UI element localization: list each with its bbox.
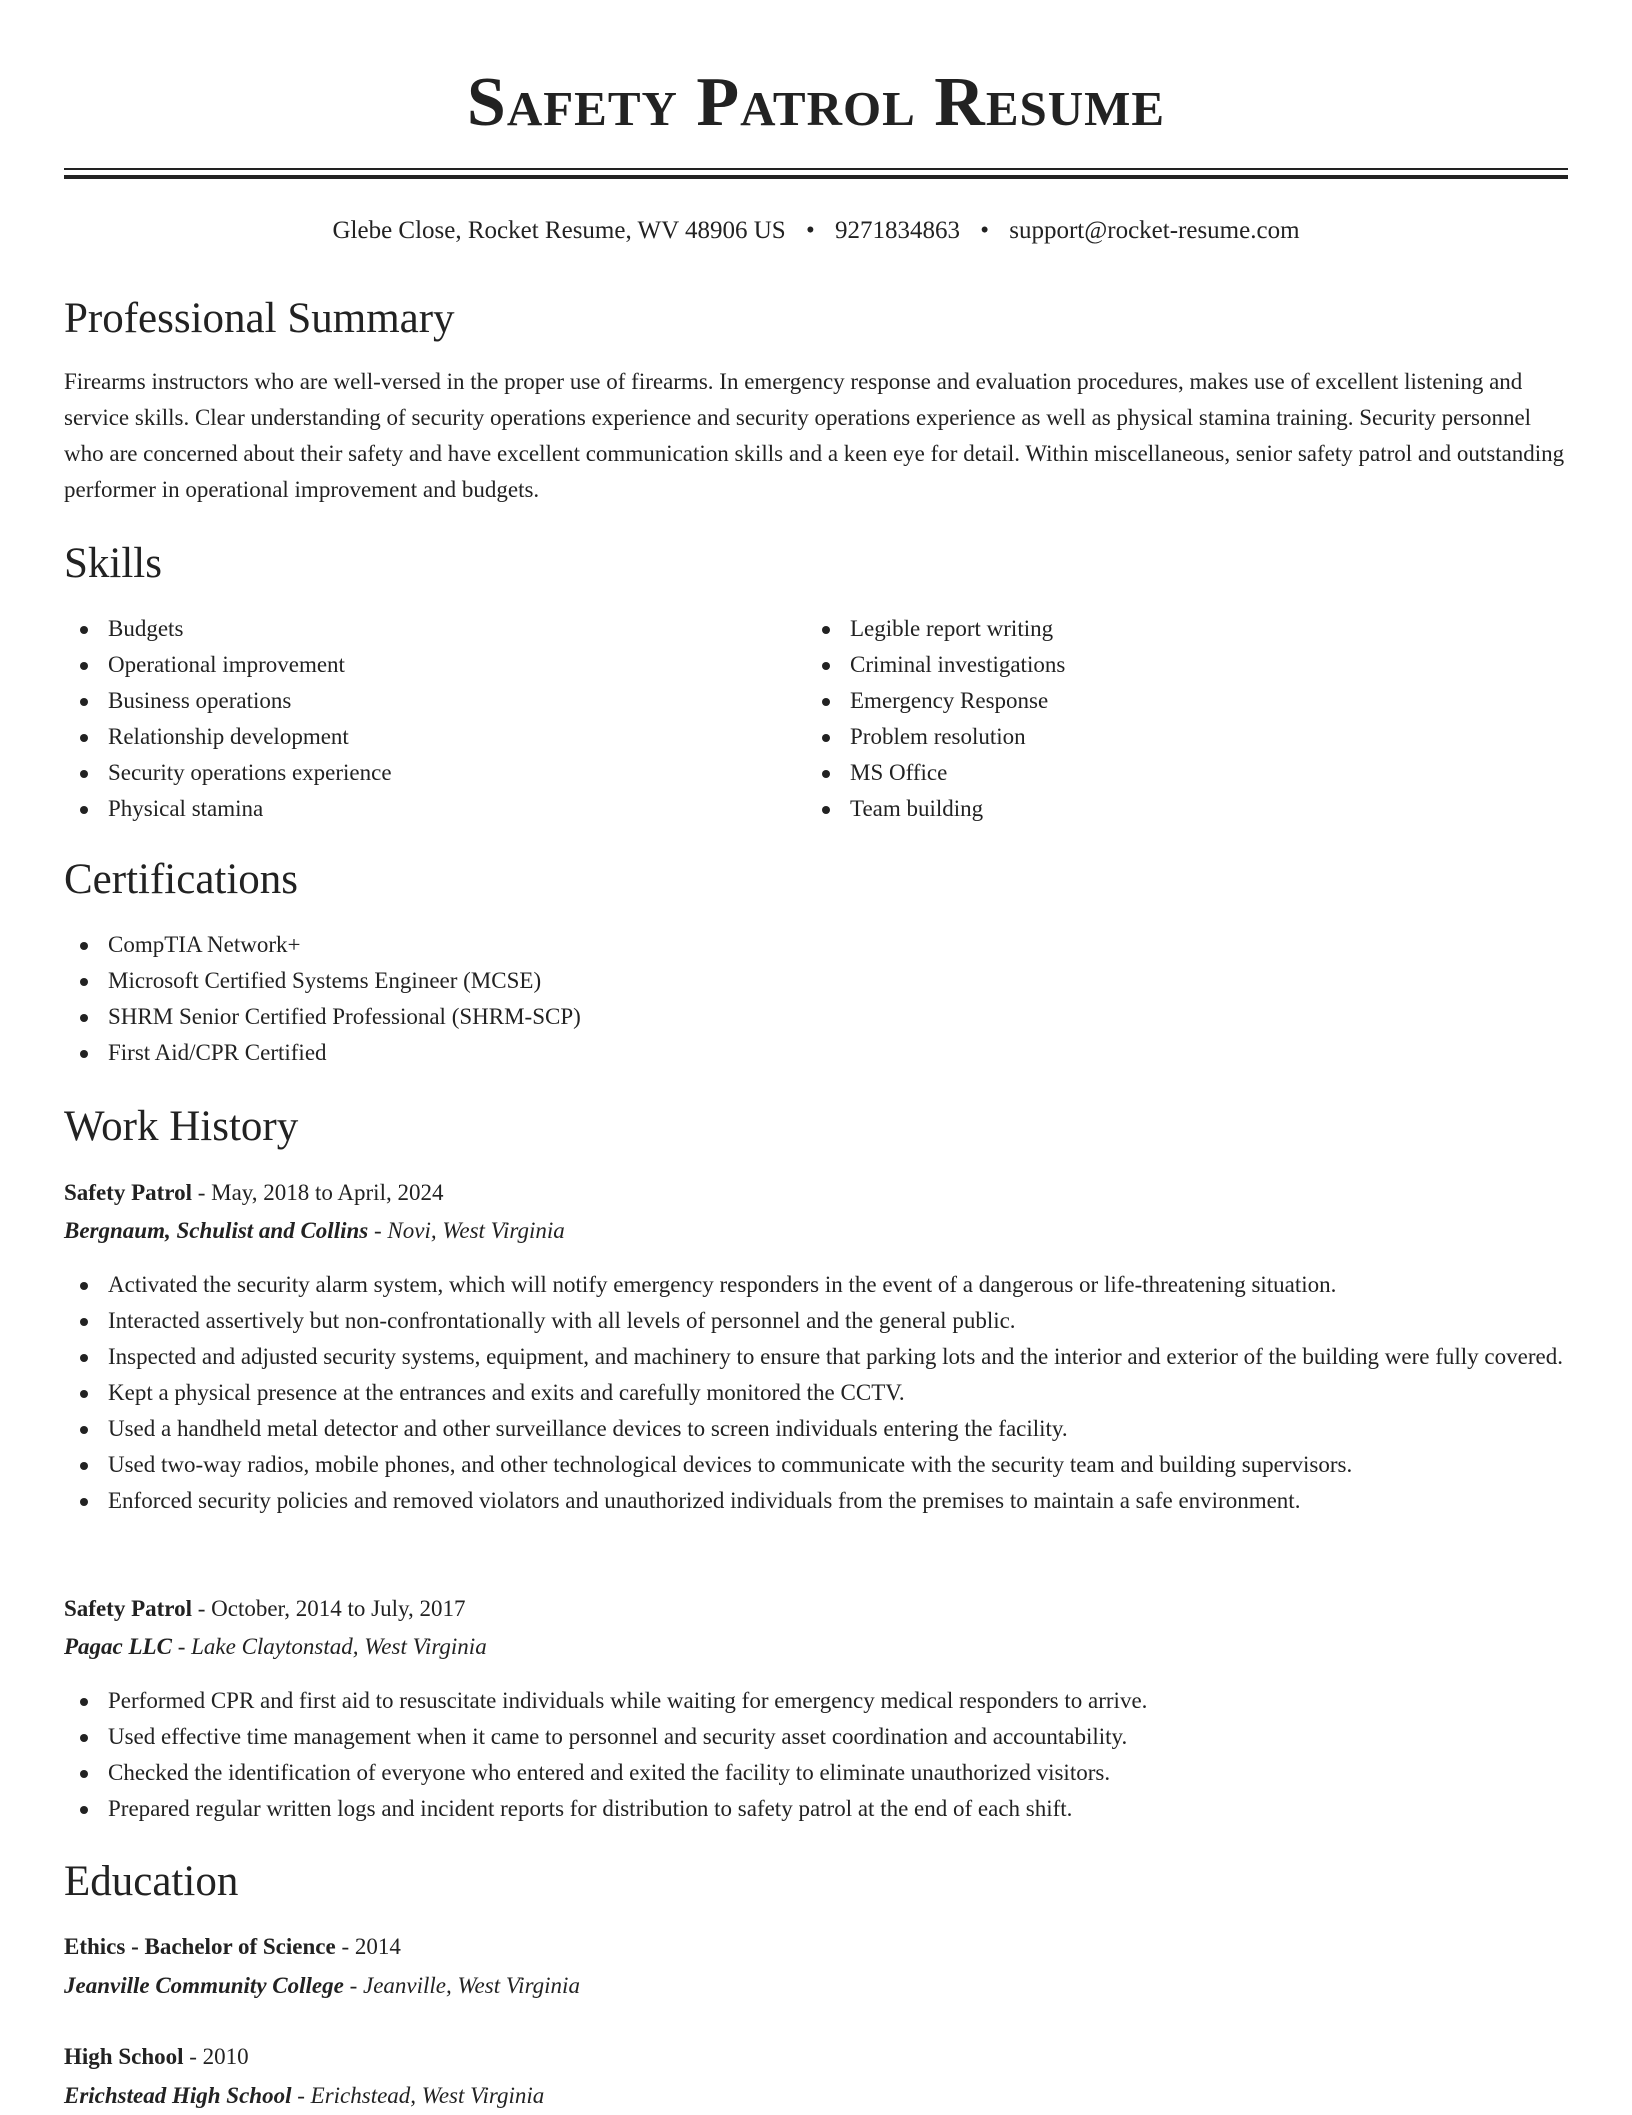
skill-item: MS Office: [806, 755, 1546, 791]
certification-item: SHRM Senior Certified Professional (SHRM-SCP): [64, 999, 1568, 1035]
certification-item: CompTIA Network+: [64, 927, 1568, 963]
job-company: Pagac LLC: [64, 1634, 172, 1659]
education-location: - Erichstead, West Virginia: [291, 2083, 545, 2108]
education-degree: High School: [64, 2044, 184, 2069]
resume-title: Safety Patrol Resume: [466, 64, 1166, 141]
education-school: Erichstead High School: [64, 2083, 292, 2108]
contact-separator: •: [980, 217, 989, 244]
skills-list-left: [64, 611, 804, 827]
job-dates: - October, 2014 to July, 2017: [191, 1596, 466, 1621]
job-dates: - May, 2018 to April, 2024: [191, 1180, 444, 1205]
job-location: - Lake Claytonstad, West Virginia: [171, 1634, 487, 1659]
job-bullets: [64, 1683, 1568, 1827]
job-bullet: Inspected and adjusted security systems, equipment, and machinery to ensure that parking lots and the interior and exterior of the building were fully covered.: [64, 1339, 1568, 1375]
skill-item: Operational improvement: [64, 647, 804, 683]
job-title: Safety Patrol: [64, 1596, 192, 1621]
summary-text: Firearms instructors who are well-versed in the proper use of firearms. In emergency response and evaluation procedures, makes use of excellent listening and service skills. Clear understanding of security operations experience and security operations experience as well as physical stamina training. Security personnel who are concerned about their safety and have excellent communication skills and a keen eye for detail. Within miscellaneous, senior safety patrol and outstanding performer in operational improvement and budgets.: [64, 369, 1565, 502]
skill-item: Legible report writing: [806, 611, 1546, 647]
skill-item: Relationship development: [64, 719, 804, 755]
job-bullet: Performed CPR and first aid to resuscitate individuals while waiting for emergency medical responders to arrive.: [64, 1683, 1568, 1719]
job-bullet: Checked the identification of everyone who entered and exited the facility to eliminate unauthorized visitors.: [64, 1755, 1568, 1791]
job-bullet: Used effective time management when it came to personnel and security asset coordination and accountability.: [64, 1719, 1568, 1755]
certifications-heading: Certifications: [64, 856, 299, 903]
job-title-line: [64, 1174, 443, 1212]
job-bullet: Prepared regular written logs and incident reports for distribution to safety patrol at the end of each shift.: [64, 1791, 1568, 1827]
education-degree-line: [64, 1928, 401, 1966]
summary-heading: Professional Summary: [64, 295, 455, 342]
job-bullet: Interacted assertively but non-confrontationally with all levels of personnel and the general public.: [64, 1303, 1568, 1339]
skills-list-right: [806, 611, 1546, 827]
certification-item: First Aid/CPR Certified: [64, 1035, 1568, 1071]
skill-item: Criminal investigations: [806, 647, 1546, 683]
contact-phone: 9271834863: [834, 217, 960, 244]
job-location: - Novi, West Virginia: [368, 1218, 565, 1243]
skill-item: Physical stamina: [64, 791, 804, 827]
title-rule-thick: [64, 175, 1568, 179]
job-bullet: Used two-way radios, mobile phones, and other technological devices to communicate with the security team and building supervisors.: [64, 1447, 1568, 1483]
job-bullets: [64, 1267, 1568, 1519]
skills-heading: Skills: [64, 540, 162, 587]
education-degree-line: [64, 2038, 249, 2076]
job-bullet: Activated the security alarm system, which will notify emergency responders in the event of a dangerous or life-threatening situation.: [64, 1267, 1568, 1303]
job-bullet: Kept a physical presence at the entrances and exits and carefully monitored the CCTV.: [64, 1375, 1568, 1411]
skill-item: Security operations experience: [64, 755, 804, 791]
skill-item: Budgets: [64, 611, 804, 647]
job-title: Safety Patrol: [64, 1180, 192, 1205]
contact-email[interactable]: support@rocket-resume.com: [1009, 217, 1300, 244]
skill-item: Team building: [806, 791, 1546, 827]
work-history-heading: Work History: [64, 1103, 299, 1150]
title-rule-thin: [64, 168, 1568, 170]
contact-separator: •: [805, 217, 815, 244]
education-heading: Education: [64, 1858, 239, 1905]
contact-address: Glebe Close, Rocket Resume, WV 48906 US: [332, 217, 786, 244]
job-title-line: [64, 1590, 466, 1628]
certification-item: Microsoft Certified Systems Engineer (MCSE): [64, 963, 1568, 999]
education-school: Jeanville Community College: [64, 1973, 344, 1998]
job-bullet: Used a handheld metal detector and other surveillance devices to screen individuals entering the facility.: [64, 1411, 1568, 1447]
education-year: - 2010: [183, 2044, 249, 2069]
education-school-line: [64, 1967, 580, 2005]
job-company-line: [64, 1212, 565, 1250]
skill-item: Business operations: [64, 683, 804, 719]
skill-item: Emergency Response: [806, 683, 1546, 719]
certifications-list: [64, 927, 1568, 1071]
education-location: - Jeanville, West Virginia: [343, 1973, 580, 1998]
education-year: - 2014: [335, 1934, 401, 1959]
job-company-line: [64, 1628, 487, 1666]
contact-line: [0, 214, 1632, 248]
job-company: Bergnaum, Schulist and Collins: [64, 1218, 369, 1243]
education-degree: Ethics - Bachelor of Science: [64, 1934, 336, 1959]
education-school-line: [64, 2077, 544, 2115]
skill-item: Problem resolution: [806, 719, 1546, 755]
job-bullet: Enforced security policies and removed violators and unauthorized individuals from the premises to maintain a safe environment.: [64, 1483, 1568, 1519]
